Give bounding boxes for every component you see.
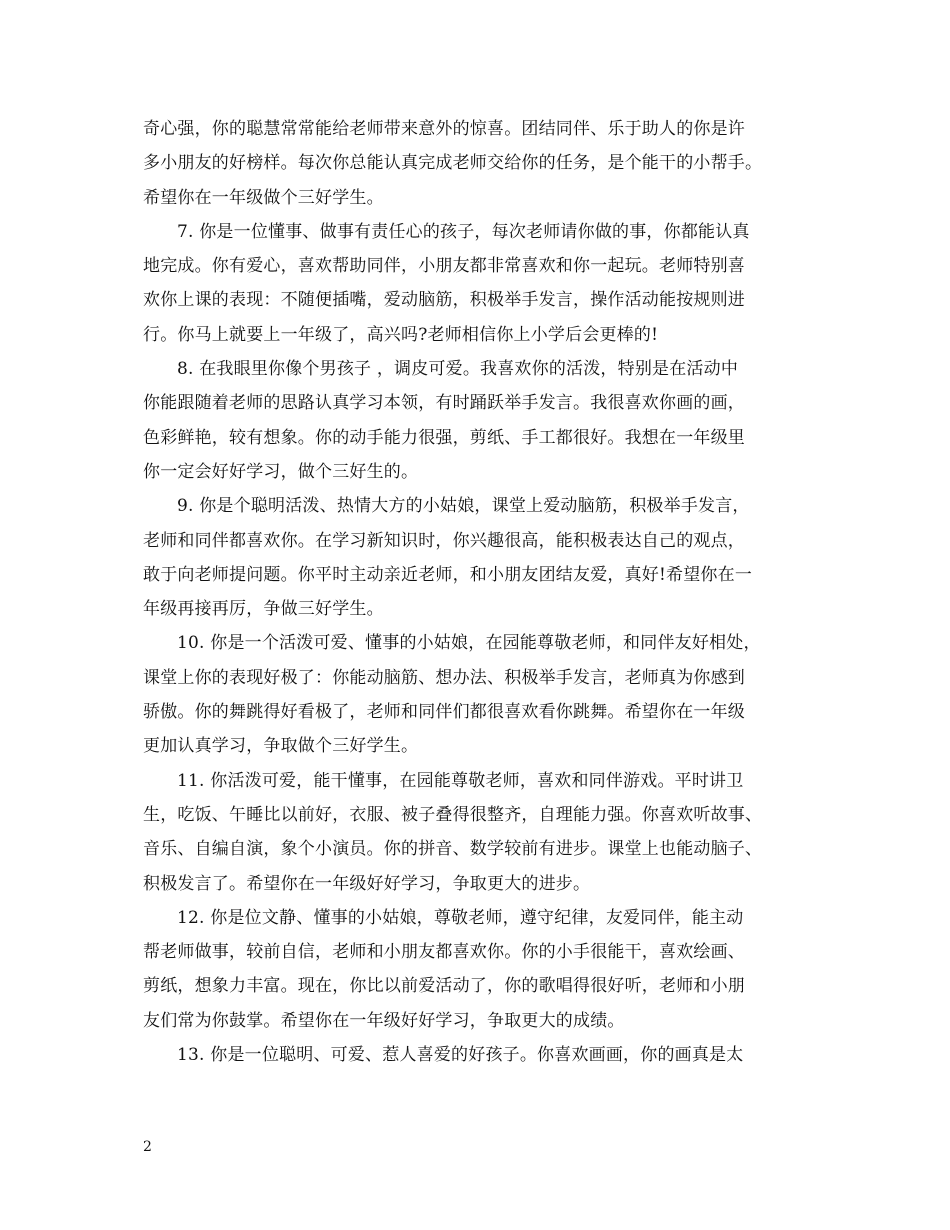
text-line: 行。你马上就要上一年级了，高兴吗?老师相信你上小学后会更棒的! [143,324,659,345]
text-line: 课堂上你的表现好极了：你能动脑筋、想办法、积极举手发言，老师真为你感到 [143,667,745,688]
text-line: 奇心强，你的聪慧常常能给老师带来意外的惊喜。团结同伴、乐于助人的你是许 [143,119,745,139]
text-line: 多小朋友的好榜样。每次你总能认真完成老师交给你的任务，是个能干的小帮手。 [143,153,763,174]
text-line: 敢于向老师提问题。你平时主动亲近老师，和小朋友团结友爱，真好!希望你在一 [143,564,753,585]
text-line: 剪纸，想象力丰富。现在，你比以前爱活动了，你的歌唱得很好听，老师和小朋 [143,976,745,997]
paragraph-11-first-line: 11. 你活泼可爱，能干懂事，在园能尊敬老师，喜欢和同伴游戏。平时讲卫 [177,770,744,791]
text-line: 帮老师做事，较前自信，老师和小朋友都喜欢你。你的小手很能干，喜欢绘画、 [143,942,745,963]
text-line: 老师和同伴都喜欢你。在学习新知识时，你兴趣很高，能积极表达自己的观点， [143,530,745,551]
text-line: 地完成。你有爱心，喜欢帮助同伴，小朋友都非常喜欢和你一起玩。老师特别喜 [143,256,745,277]
text-line: 年级再接再厉，争做三好学生。 [143,599,384,620]
document-body [143,112,833,1072]
paragraph-7-first-line: 7. 你是一位懂事、做事有责任心的孩子，每次老师请你做的事，你都能认真 [177,221,750,242]
text-line: 音乐、自编自演，象个小演员。你的拼音、数学较前有进步。课堂上也能动脑子、 [143,839,763,860]
paragraph-12-first-line: 12. 你是位文静、懂事的小姑娘，尊敬老师，遵守纪律，友爱同伴，能主动 [177,907,744,928]
paragraph-13-first-line: 13. 你是一位聪明、可爱、惹人喜爱的好孩子。你喜欢画画，你的画真是太 [177,1045,744,1066]
text-line: 你能跟随着老师的思路认真学习本领，有时踊跃举手发言。我很喜欢你画的画， [143,393,745,414]
text-line: 生，吃饭、午睡比以前好，衣服、被子叠得很整齐，自理能力强。你喜欢听故事、 [143,804,763,825]
paragraph-10-first-line: 10. 你是一个活泼可爱、懂事的小姑娘，在园能尊敬老师，和同伴友好相处， [177,633,761,654]
text-line: 色彩鲜艳，较有想象。你的动手能力很强，剪纸、手工都很好。我想在一年级里 [143,427,745,448]
paragraph-9-first-line: 9. 你是个聪明活泼、热情大方的小姑娘，课堂上爱动脑筋，积极举手发言， [177,496,750,517]
text-line: 你一定会好好学习，做个三好生的。 [143,461,419,482]
text-line: 更加认真学习，争取做个三好学生。 [143,736,419,757]
text-line: 友们常为你鼓掌。希望你在一年级好好学习，争取更大的成绩。 [143,1010,625,1031]
text-line: 欢你上课的表现：不随便插嘴，爱动脑筋，积极举手发言，操作活动能按规则进 [143,290,745,311]
text-line: 希望你在一年级做个三好学生。 [143,187,384,208]
text-line: 骄傲。你的舞跳得好看极了，老师和同伴们都很喜欢看你跳舞。希望你在一年级 [143,702,745,723]
page-number: 2 [143,1139,152,1155]
text-line: 积极发言了。希望你在一年级好好学习，争取更大的进步。 [143,873,591,894]
paragraph-8-first-line: 8. 在我眼里你像个男孩子 ，调皮可爱。我喜欢你的活泼，特别是在活动中 [177,359,739,380]
